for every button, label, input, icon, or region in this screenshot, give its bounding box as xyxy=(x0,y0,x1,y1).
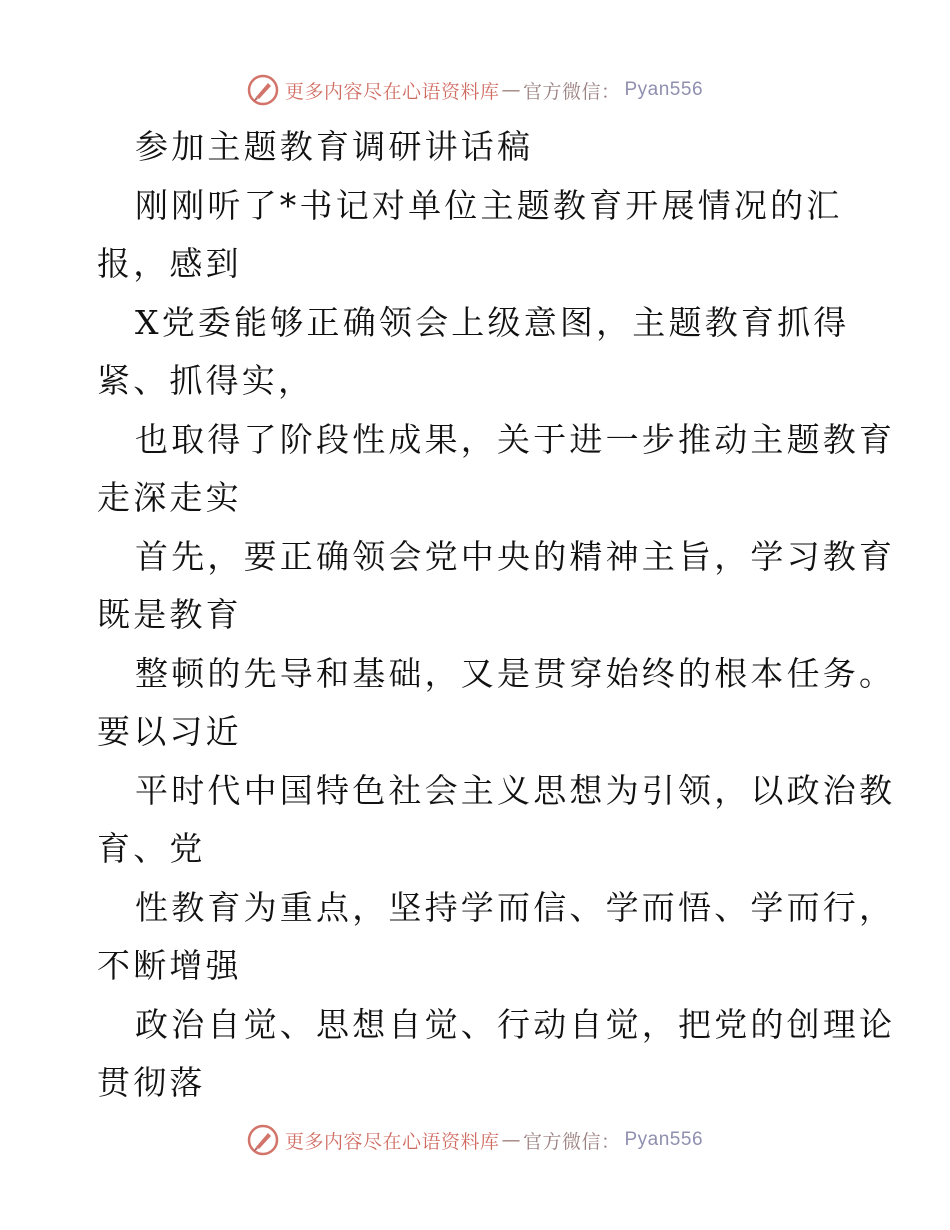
watermark-wechat-id: Pyan556 xyxy=(624,79,704,100)
paragraph-line: 性教育为重点，坚持学而信、学而悟、学而行， xyxy=(135,887,896,927)
footer-watermark xyxy=(0,1120,950,1160)
watermark-separator: — xyxy=(501,79,521,101)
paragraph-line: 育、党 xyxy=(97,829,206,868)
paragraph-line: 平时代中国特色社会主义思想为引领，以政治教 xyxy=(135,770,896,810)
watermark-wechat-label: 官方微信： xyxy=(522,1130,621,1153)
paragraph-line: 也取得了阶段性成果，关于进一步推动主题教育 xyxy=(135,419,896,459)
paragraph-line: 走深走实 xyxy=(97,478,242,517)
paragraph-line: X党委能够正确领会上级意图，主题教育抓得 xyxy=(135,302,850,342)
quill-pen-logo-icon xyxy=(247,1124,279,1156)
paragraph-line: 不断增强 xyxy=(97,946,242,985)
paragraph-line: 刚刚听了*书记对单位主题教育开展情况的汇 xyxy=(135,185,843,225)
paragraph-line: 整顿的先导和基础，又是贯穿始终的根本任务。 xyxy=(135,653,896,693)
watermark-wechat-label: 官方微信： xyxy=(522,80,621,103)
watermark-separator: — xyxy=(501,1129,521,1151)
paragraph-line: 报，感到 xyxy=(97,244,242,283)
paragraph-line: 紧、抓得实， xyxy=(97,361,315,400)
watermark-wechat-id: Pyan556 xyxy=(624,1129,704,1150)
paragraph-line: 政治自觉、思想自觉、行动自觉，把党的创理论 xyxy=(135,1004,896,1044)
header-watermark xyxy=(0,70,950,110)
paragraph-line: 首先，要正确领会党中央的精神主旨，学习教育 xyxy=(135,536,896,576)
paragraph-line: 既是教育 xyxy=(97,595,242,634)
watermark-text: 更多内容尽在心语资料库 xyxy=(284,80,500,103)
paragraph-line: 要以习近 xyxy=(97,712,242,751)
watermark-text: 更多内容尽在心语资料库 xyxy=(284,1130,500,1153)
paragraph-line: 贯彻落 xyxy=(97,1063,206,1102)
document-title: 参加主题教育调研讲话稿 xyxy=(135,127,534,166)
quill-pen-logo-icon xyxy=(247,74,279,106)
document-body xyxy=(97,118,896,1113)
